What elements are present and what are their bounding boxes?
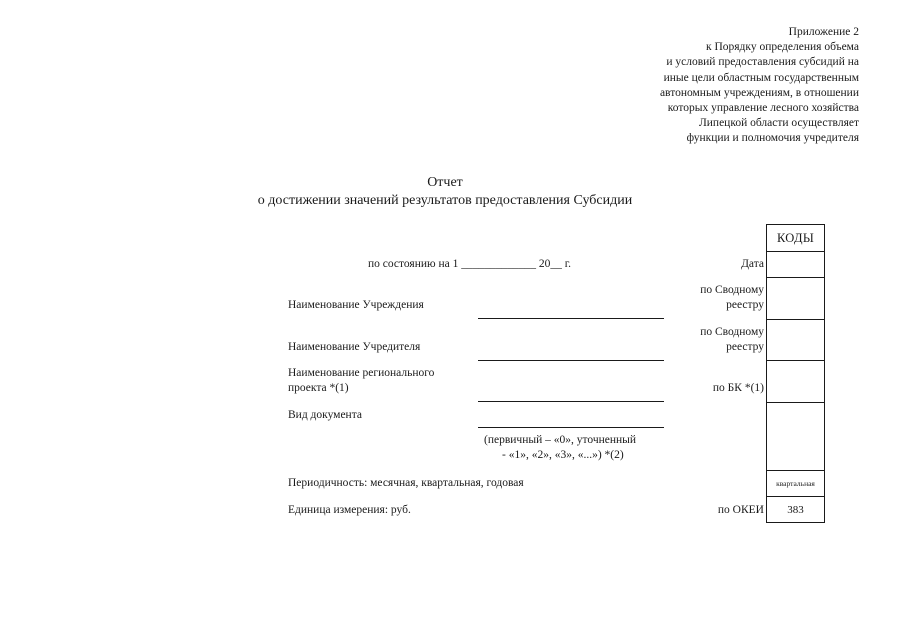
project-label-1: Наименование регионального [288, 367, 435, 379]
registry-code-label-2a: по Сводному [700, 326, 764, 338]
founder-label: Наименование Учредителя [288, 341, 421, 353]
title-line-1: Отчет [427, 175, 463, 190]
codes-table [766, 224, 825, 523]
code-cell-registry-1[interactable] [767, 277, 824, 319]
okei-code-label: по ОКЕИ [717, 504, 764, 516]
institution-field[interactable] [478, 318, 664, 319]
code-cell-bk[interactable] [767, 360, 824, 402]
periodicity-label: Периодичность: месячная, квартальная, годовая [288, 477, 524, 489]
registry-code-label-2b: реестру [726, 341, 764, 353]
unit-label: Единица измерения: руб. [288, 504, 411, 516]
appendix-line: Приложение 2 [788, 26, 859, 38]
institution-label: Наименование Учреждения [288, 299, 424, 311]
doc-type-hint-1: (первичный – «0», уточненный [484, 434, 637, 446]
title-line-2: о достижении значений результатов предоставления Субсидии [257, 193, 633, 208]
code-cell-periodicity[interactable]: квартальная [767, 470, 824, 496]
registry-code-label-1a: по Сводному [700, 284, 764, 296]
appendix-line: и условий предоставления субсидий на [666, 56, 859, 69]
code-cell-date[interactable] [767, 251, 824, 277]
codes-header: КОДЫ [776, 230, 815, 245]
doc-type-field[interactable] [478, 427, 664, 428]
appendix-line: к Порядку определения объема [705, 41, 859, 54]
appendix-line: иные цели областным государственным [663, 71, 859, 84]
appendix-line: которых управление лесного хозяйства [667, 102, 859, 115]
appendix-line: Липецкой области осуществляет [698, 117, 859, 130]
founder-field[interactable] [478, 360, 664, 361]
doc-type-hint-2: - «1», «2», «3», «...») *(2) [502, 449, 624, 461]
appendix-header [599, 25, 859, 147]
bk-code-label: по БК *(1) [712, 382, 764, 394]
doc-type-label: Вид документа [288, 409, 362, 421]
appendix-line: автономным учреждениям, в отношении [659, 86, 859, 99]
project-label-2: проекта *(1) [288, 382, 349, 394]
as-of-date-line[interactable]: по состоянию на 1 _____________ 20__ г. [368, 258, 572, 270]
registry-code-label-1b: реестру [726, 299, 764, 311]
project-field[interactable] [478, 401, 664, 402]
appendix-line: функции и полномочия учредителя [686, 132, 859, 145]
date-code-label: Дата [741, 258, 764, 270]
report-subtitle [0, 192, 890, 210]
code-cell-okei[interactable]: 383 [767, 496, 824, 522]
code-cell-registry-2[interactable] [767, 319, 824, 360]
report-title [0, 174, 890, 192]
code-cell-doc-type[interactable] [767, 402, 824, 470]
